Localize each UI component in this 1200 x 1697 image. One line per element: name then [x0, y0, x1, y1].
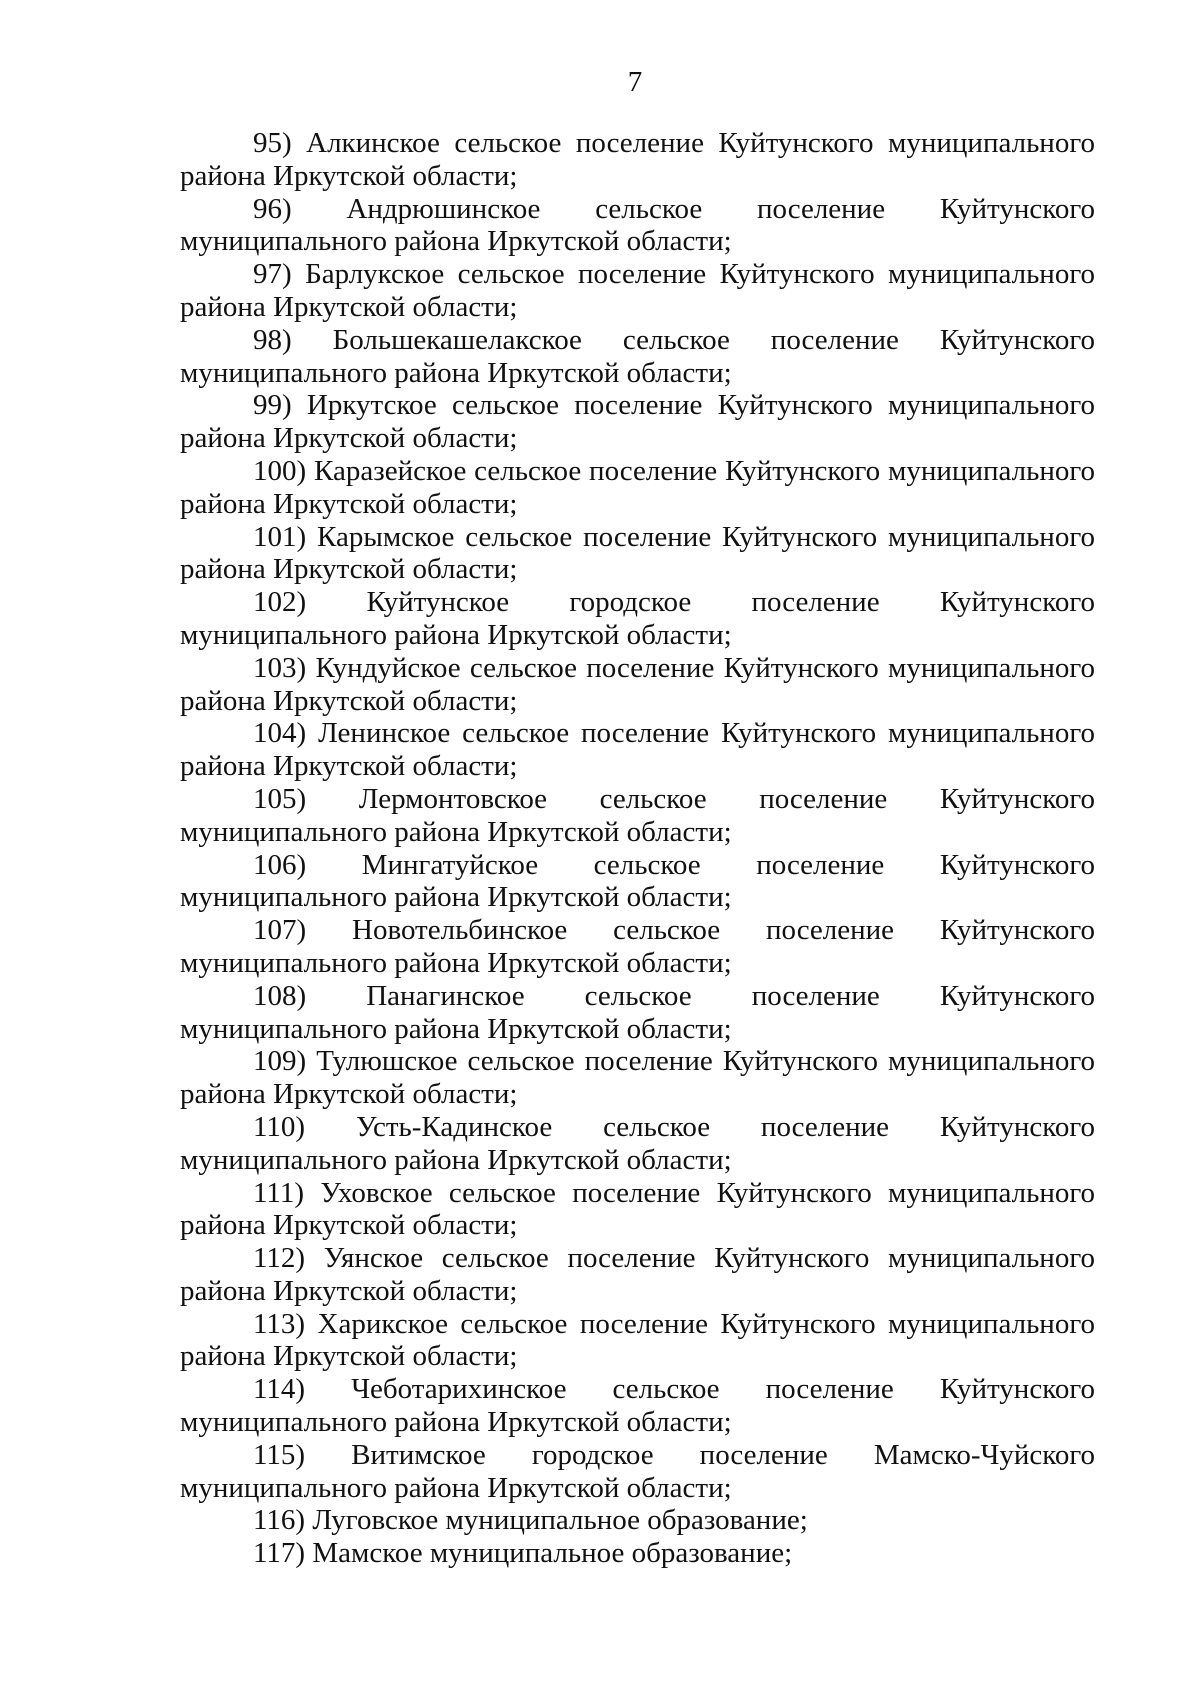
item-text: Алкинское сельское поселение Куйтунского муниципального района Иркутской области;: [180, 127, 1095, 192]
page-number: 7: [627, 66, 643, 98]
item-text: Харикское сельское поселение Куйтунского муниципального района Иркутской области;: [180, 1307, 1095, 1373]
item-number: 100): [253, 454, 307, 487]
municipality-list: [180, 127, 1095, 1570]
item-number: 96): [253, 192, 292, 225]
item-number: 104): [253, 717, 307, 750]
item-number: 108): [253, 979, 307, 1012]
list-item: [180, 1504, 1095, 1537]
list-item: [180, 1177, 1095, 1243]
list-item: [180, 389, 1095, 455]
item-number: 103): [253, 651, 307, 684]
item-text: Мингатуйское сельское поселение Куйтунского муниципального района Иркутской области;: [180, 848, 1096, 914]
list-item: [180, 1308, 1095, 1374]
item-text: Мамское муниципальное образование;: [312, 1537, 793, 1570]
item-text: Куйтунское городское поселение Куйтунского муниципального района Иркутской области;: [180, 586, 1095, 651]
list-item: [180, 521, 1095, 587]
list-item: [180, 1242, 1095, 1308]
item-text: Барлукское сельское поселение Куйтунского муниципального района Иркутской области;: [180, 258, 1096, 323]
item-text: Чеботарихинское сельское поселение Куйтунского муниципального района Иркутской области;: [180, 1373, 1095, 1439]
item-number: 109): [253, 1045, 307, 1078]
list-item: [180, 980, 1095, 1046]
list-item: [180, 783, 1095, 849]
item-number: 111): [253, 1176, 305, 1209]
item-text: Тулюшское сельское поселение Куйтунского муниципального района Иркутской области;: [180, 1045, 1095, 1111]
list-item: [180, 1111, 1095, 1177]
list-item: [180, 1373, 1095, 1439]
item-number: 107): [253, 914, 307, 947]
item-text: Большекашелакское сельское поселение Куйтунского муниципального района Иркутской области;: [180, 323, 1095, 389]
item-number: 117): [253, 1537, 306, 1570]
list-item: [180, 586, 1095, 652]
item-number: 114): [253, 1373, 306, 1406]
item-number: 115): [253, 1438, 306, 1471]
item-text: Уянское сельское поселение Куйтунского муниципального района Иркутской области;: [180, 1242, 1095, 1307]
item-number: 101): [253, 520, 307, 553]
item-number: 116): [253, 1504, 306, 1537]
item-number: 102): [253, 586, 307, 619]
list-item: [180, 1045, 1095, 1111]
item-text: Ленинское сельское поселение Куйтунского муниципального района Иркутской области;: [180, 717, 1095, 783]
list-item: [180, 1537, 1095, 1570]
item-number: 110): [253, 1110, 306, 1143]
item-text: Уховское сельское поселение Куйтунского муниципального района Иркутской области;: [180, 1176, 1096, 1242]
list-item: [180, 1439, 1095, 1505]
list-item: [180, 258, 1095, 324]
list-item: [180, 127, 1095, 193]
item-text: Панагинское сельское поселение Куйтунского муниципального района Иркутской области;: [180, 979, 1096, 1045]
item-number: 112): [253, 1242, 306, 1275]
item-number: 97): [253, 258, 292, 291]
item-text: Каразейское сельское поселение Куйтунского муниципального района Иркутской области;: [180, 454, 1096, 520]
item-text: Карымское сельское поселение Куйтунского муниципального района Иркутской области;: [180, 520, 1095, 586]
list-item: [180, 717, 1095, 783]
item-number: 98): [253, 323, 292, 356]
item-text: Кундуйское сельское поселение Куйтунского муниципального района Иркутской области;: [180, 651, 1096, 717]
item-text: Усть-Кадинское сельское поселение Куйтунского муниципального района Иркутской области;: [180, 1110, 1096, 1176]
list-item: [180, 455, 1095, 521]
item-number: 113): [253, 1307, 306, 1340]
list-item: [180, 652, 1095, 718]
item-text: Луговское муниципальное образование;: [312, 1504, 808, 1537]
item-number: 106): [253, 848, 307, 881]
list-item: [180, 849, 1095, 915]
list-item: [180, 324, 1095, 390]
item-text: Иркутское сельское поселение Куйтунского муниципального района Иркутской области;: [180, 389, 1095, 455]
list-item: [180, 914, 1095, 980]
item-text: Новотельбинское сельское поселение Куйтунского муниципального района Иркутской области;: [180, 914, 1096, 979]
item-text: Витимское городское поселение Мамско-Чуйского муниципального района Иркутской области;: [180, 1438, 1096, 1504]
item-number: 105): [253, 782, 307, 815]
item-text: Лермонтовское сельское поселение Куйтунского муниципального района Иркутской области;: [180, 782, 1096, 848]
item-text: Андрюшинское сельское поселение Куйтунского муниципального района Иркутской области;: [180, 192, 1095, 258]
item-number: 95): [253, 127, 292, 159]
item-number: 99): [253, 389, 292, 422]
list-item: [180, 193, 1095, 259]
